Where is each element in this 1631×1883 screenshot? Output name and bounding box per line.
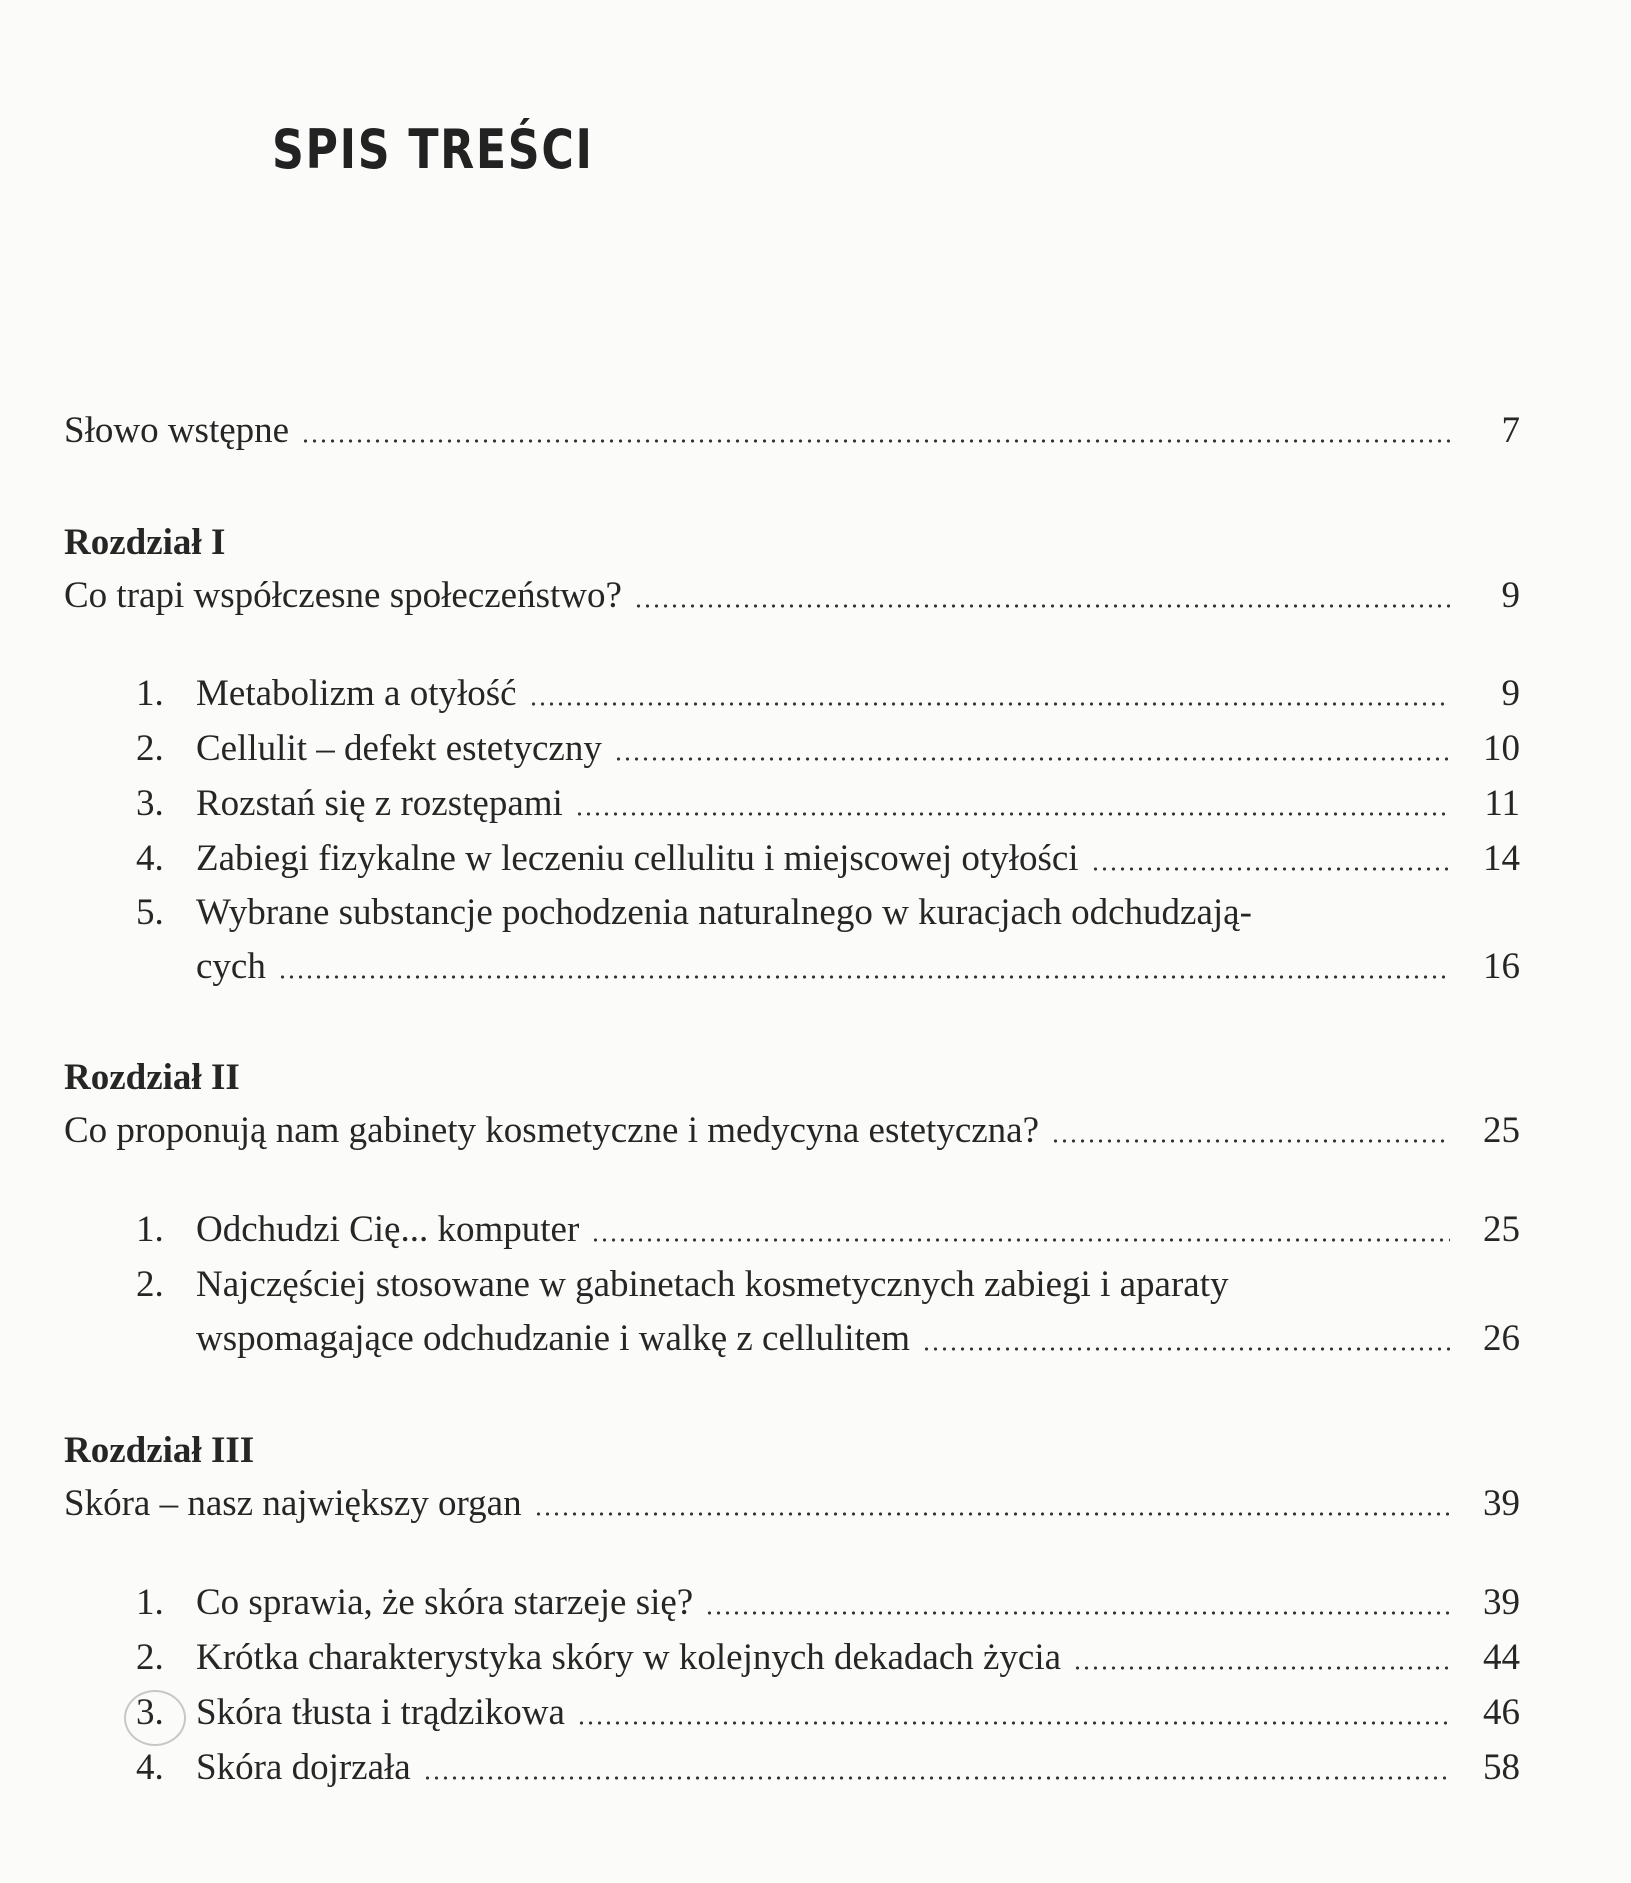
dot-leader [922, 1344, 1450, 1354]
toc-subentry-line2 [136, 944, 1520, 990]
page-number: 58 [1483, 1747, 1520, 1788]
chapter-title-entry [64, 1108, 1520, 1154]
dot-leader [301, 436, 1450, 446]
dot-leader [1051, 1136, 1450, 1146]
item-number: 2. [136, 728, 164, 769]
entry-text: Skóra tłusta i trądzikowa [196, 1692, 565, 1733]
dot-leader [591, 1235, 1450, 1245]
toc-subentry [136, 726, 1520, 772]
entry-text: Zabiegi fizykalne w leczeniu cellulitu i miejscowej otyłości [196, 838, 1079, 879]
entry-text: Najczęściej stosowane w gabinetach kosmetycznych zabiegi i aparaty [196, 1264, 1229, 1305]
toc-subentry [136, 1580, 1520, 1626]
dot-leader [705, 1608, 1450, 1618]
page-number: 39 [1483, 1483, 1520, 1524]
page-number: 44 [1483, 1637, 1520, 1678]
chapter-title-entry [64, 1481, 1520, 1527]
dot-leader [1091, 864, 1450, 874]
page-number: 16 [1483, 946, 1520, 987]
chapter-heading: Rozdział I [64, 522, 226, 563]
page-number: 9 [1501, 575, 1520, 616]
entry-text: Rozstań się z rozstępami [196, 783, 563, 824]
toc-entry-preface [64, 408, 1520, 454]
page-number: 10 [1483, 728, 1520, 769]
toc-subentry-line1 [136, 890, 1520, 936]
toc-subentry [136, 1207, 1520, 1253]
entry-text: Skóra dojrzała [196, 1747, 411, 1788]
toc-subentry-line1 [136, 1262, 1520, 1308]
page-number: 26 [1483, 1318, 1520, 1359]
page-number: 7 [1501, 410, 1520, 451]
item-number: 5. [136, 892, 164, 933]
toc-subentry [136, 1745, 1520, 1791]
item-number: 2. [136, 1637, 164, 1678]
entry-text: Co sprawia, że skóra starzeje się? [196, 1582, 694, 1623]
toc-subentry [136, 671, 1520, 717]
page-title: SPIS TREŚCI [272, 118, 594, 181]
page-number: 25 [1483, 1110, 1520, 1151]
entry-text: Skóra – nasz największy organ [64, 1483, 522, 1524]
entry-text: Co proponują nam gabinety kosmetyczne i medycyna estetyczna? [64, 1110, 1040, 1151]
pencil-circle-mark [124, 1690, 186, 1746]
dot-leader [278, 972, 1450, 982]
chapter-heading: Rozdział III [64, 1430, 255, 1471]
entry-text: Odchudzi Cię... komputer [196, 1209, 580, 1250]
dot-leader [575, 809, 1450, 819]
entry-text: wspomagające odchudzanie i walkę z cellulitem [196, 1318, 911, 1359]
page-number: 25 [1483, 1209, 1520, 1250]
toc-subentry-line2 [136, 1316, 1520, 1362]
page-number: 9 [1501, 673, 1520, 714]
page-number: 46 [1483, 1692, 1520, 1733]
toc-subentry [136, 836, 1520, 882]
dot-leader [634, 601, 1450, 611]
entry-text: Wybrane substancje pochodzenia naturalnego w kuracjach odchudzają- [196, 892, 1252, 933]
page-number: 14 [1483, 838, 1520, 879]
item-number: 1. [136, 673, 164, 714]
item-number: 4. [136, 838, 164, 879]
entry-text: Metabolizm a otyłość [196, 673, 517, 714]
dot-leader [423, 1773, 1450, 1783]
item-number: 1. [136, 1582, 164, 1623]
entry-text: Słowo wstępne [64, 410, 290, 451]
toc-subentry [136, 1635, 1520, 1681]
toc-subentry [136, 781, 1520, 827]
dot-leader [1073, 1663, 1450, 1673]
entry-text: Krótka charakterystyka skóry w kolejnych dekadach życia [196, 1637, 1062, 1678]
dot-leader [529, 699, 1450, 709]
entry-text: Co trapi współczesne społeczeństwo? [64, 575, 622, 616]
entry-text: Cellulit – defekt estetyczny [196, 728, 602, 769]
item-number: 4. [136, 1747, 164, 1788]
toc-subentry [136, 1690, 1520, 1736]
item-number: 3. [136, 1692, 164, 1733]
item-number: 2. [136, 1264, 164, 1305]
dot-leader [614, 754, 1450, 764]
dot-leader [534, 1509, 1450, 1519]
dot-leader [577, 1718, 1450, 1728]
item-number: 3. [136, 783, 164, 824]
page-number: 11 [1484, 783, 1520, 824]
entry-text: cych [196, 946, 266, 987]
page-number: 39 [1483, 1582, 1520, 1623]
chapter-title-entry [64, 573, 1520, 619]
chapter-heading: Rozdział II [64, 1057, 240, 1098]
item-number: 1. [136, 1209, 164, 1250]
